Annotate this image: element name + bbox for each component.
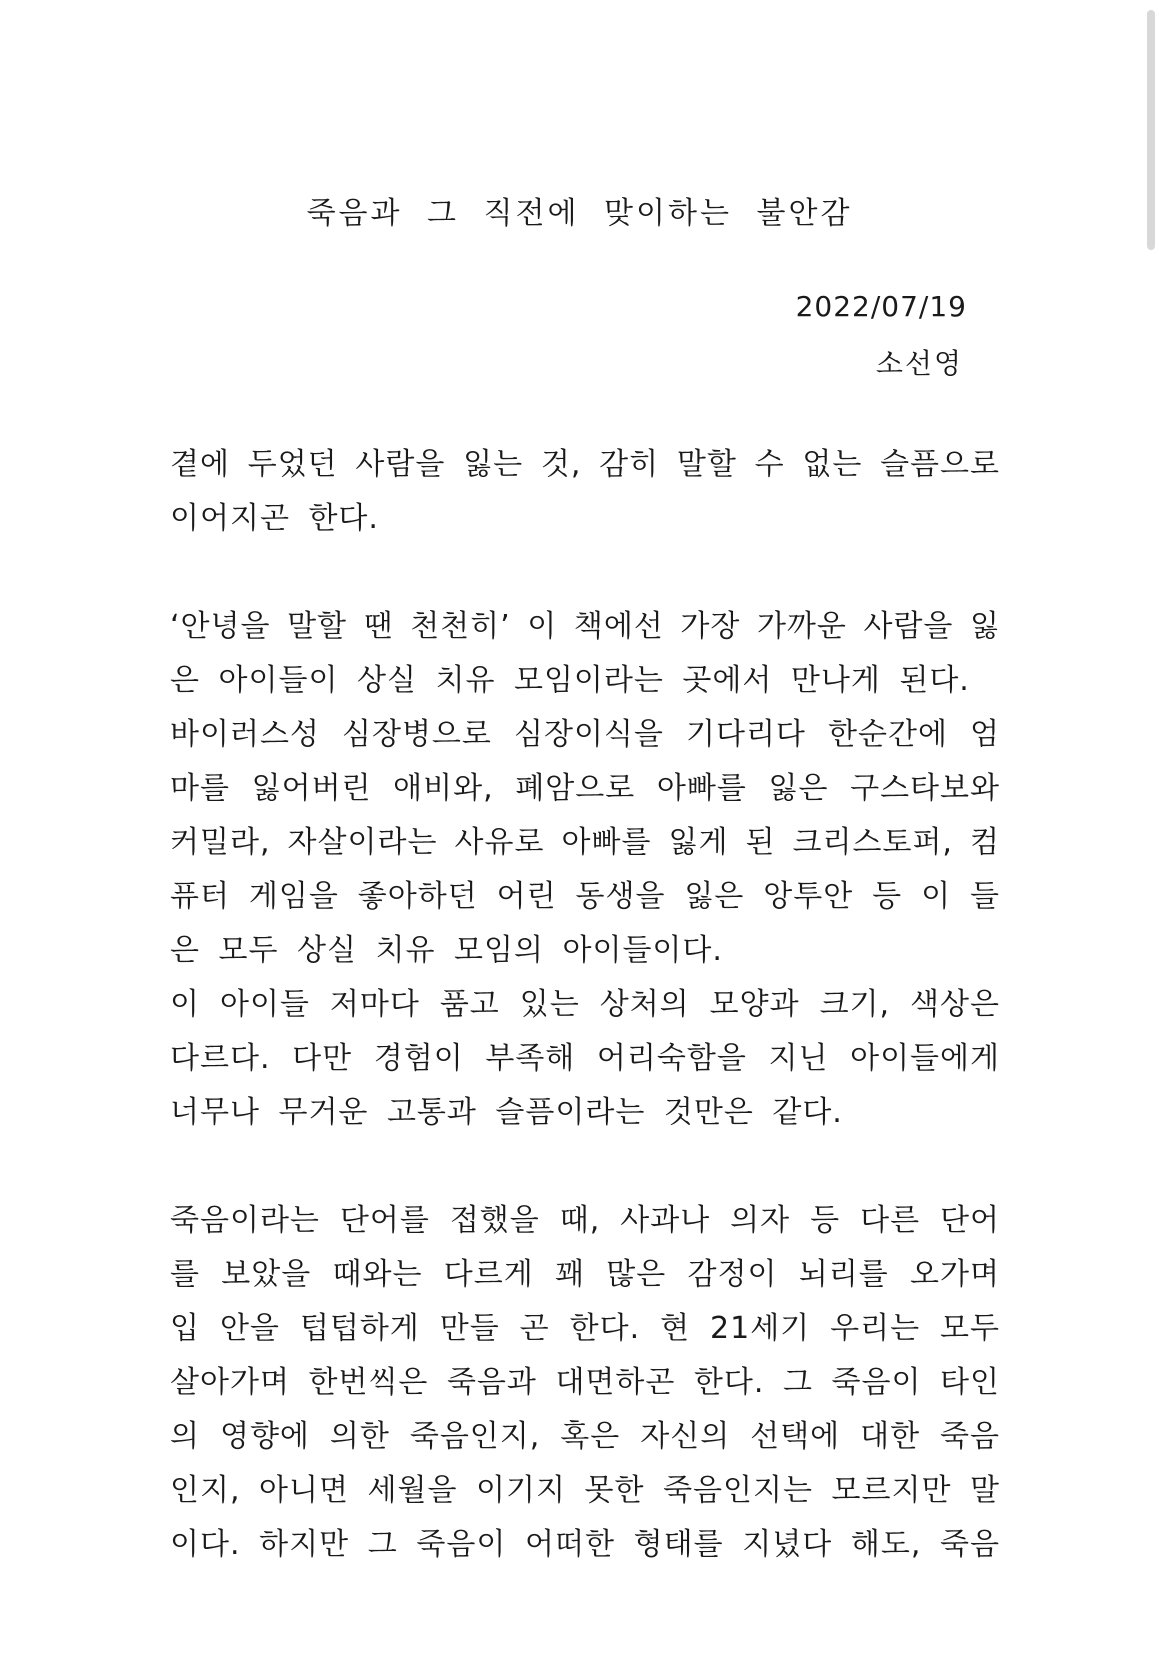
body-line: 퓨터 게임을 좋아하던 어린 동생을 잃은 앙투안 등 이 들: [170, 879, 1000, 914]
document-date: 2022/07/19: [795, 290, 967, 323]
body-line: 은 모두 상실 치유 모임의 아이들이다.: [170, 933, 723, 968]
body-line: 마를 잃어버린 애비와, 폐암으로 아빠를 잃은 구스타보와: [170, 771, 1000, 806]
body-line: 이다. 하지만 그 죽음이 어떠한 형태를 지녔다 해도, 죽음: [170, 1527, 1000, 1562]
body-line: 너무나 무거운 고통과 슬픔이라는 것만은 같다.: [170, 1095, 843, 1130]
body-line: 인지, 아니면 세월을 이기지 못한 죽음인지는 모르지만 말: [170, 1473, 1000, 1508]
paragraph-gap: [170, 1140, 1000, 1194]
body-line: 를 보았을 때와는 다르게 꽤 많은 감정이 뇌리를 오가며: [170, 1257, 1000, 1292]
body-line: 은 아이들이 상실 치유 모임이라는 곳에서 만나게 된다.: [170, 663, 970, 698]
body-line: ‘안녕을 말할 땐 천천히’ 이 책에선 가장 가까운 사람을 잃: [170, 609, 1000, 644]
body-line: 곁에 두었던 사람을 잃는 것, 감히 말할 수 없는 슬픔으로: [170, 447, 1000, 482]
body-line: 입 안을 텁텁하게 만들 곤 한다. 현 21세기 우리는 모두: [170, 1311, 1000, 1346]
document-title: 죽음과 그 직전에 맞이하는 불안감: [306, 196, 853, 231]
paragraph-gap: [170, 546, 1000, 600]
body-line: 의 영향에 의한 죽음인지, 혹은 자신의 선택에 대한 죽음: [170, 1419, 1000, 1454]
body-line: 죽음이라는 단어를 접했을 때, 사과나 의자 등 다른 단어: [170, 1203, 1000, 1238]
body-line: 바이러스성 심장병으로 심장이식을 기다리다 한순간에 엄: [170, 717, 1000, 752]
body-line: 다르다. 다만 경험이 부족해 어리숙함을 지닌 아이들에게: [170, 1041, 1000, 1076]
document-body: [170, 438, 1000, 1572]
body-line: 이 아이들 저마다 품고 있는 상처의 모양과 크기, 색상은: [170, 987, 1000, 1022]
body-line: 이어지곤 한다.: [170, 501, 379, 536]
document-author: 소선영: [875, 347, 963, 380]
body-line: 커밀라, 자살이라는 사유로 아빠를 잃게 된 크리스토퍼, 컴: [170, 825, 1000, 860]
body-line: 살아가며 한번씩은 죽음과 대면하곤 한다. 그 죽음이 타인: [170, 1365, 1000, 1400]
